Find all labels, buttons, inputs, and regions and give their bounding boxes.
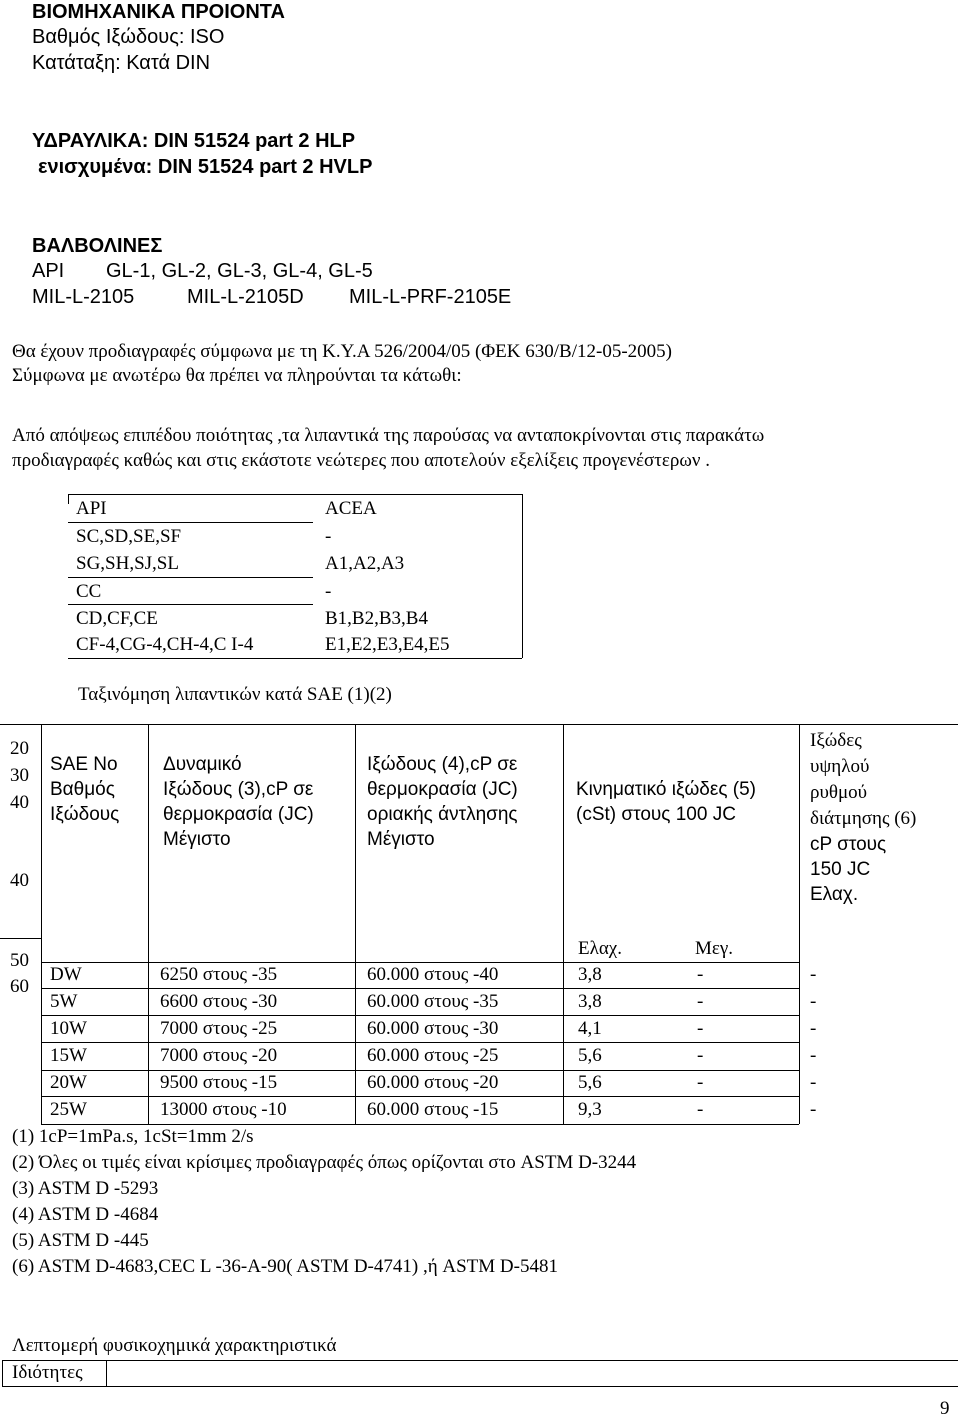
spec-header-acea: ACEA: [325, 498, 377, 519]
sae-cell-kv-min: 3,8: [578, 991, 602, 1012]
sae-header-hths: cP στους: [810, 834, 887, 855]
intro-paragraph-3a: Από απόψεως επιπέδου ποιότητας ,τα λιπαντικά της παρούσας να ανταποκρίνονται στις παρακάτω: [12, 425, 765, 446]
sae-header-pumping: Μέγιστο: [367, 829, 435, 850]
sae-header-dynamic: Ιξώδους (3),cP σε: [163, 779, 314, 800]
physchem-cell-properties: Ιδιότητες: [12, 1362, 83, 1383]
sae-header-no: SAE No: [50, 754, 118, 775]
sae-table-title: Ταξινόμηση λιπαντικών κατά SAE (1)(2): [78, 684, 392, 705]
spec-header-api: API: [76, 498, 107, 519]
spec-cell-api: SG,SH,SJ,SL: [76, 553, 179, 574]
sae-cell-pumping: 60.000 στους -25: [367, 1045, 499, 1066]
sae-cell-kv-max: -: [697, 991, 704, 1012]
spec-cell-api: CD,CF,CE: [76, 608, 158, 629]
sae-side-number: 50: [10, 950, 29, 971]
spec-cell-acea: B1,B2,B3,B4: [325, 608, 428, 629]
footnote: (3) ASTM D -5293: [12, 1178, 159, 1199]
intro-paragraph-1: Θα έχουν προδιαγραφές σύμφωνα με τη Κ.Υ.Α 526/2004/05 (ΦΕΚ 630/Β/12-05-2005): [12, 341, 672, 362]
footnote: (2) Όλες οι τιμές είναι κρίσιμες προδιαγραφές όπως ορίζονται στο ASTM D-3244: [12, 1152, 637, 1173]
sae-header-dynamic: Μέγιστο: [163, 829, 231, 850]
gear-mil-1: MIL-L-2105: [32, 286, 135, 308]
gear-mil-3: MIL-L-PRF-2105E: [349, 286, 512, 308]
sae-cell-cranking: 9500 στους -15: [160, 1072, 278, 1093]
sae-cell-cranking: 7000 στους -25: [160, 1018, 278, 1039]
physchem-title: Λεπτομερή φυσικοχημικά χαρακτηριστικά: [12, 1335, 337, 1356]
sae-header-hths: Ιξώδες: [810, 730, 862, 751]
sae-header-hths: Ελαχ.: [810, 884, 859, 905]
sae-cell-cranking: 13000 στους -10: [160, 1099, 287, 1120]
sae-header-viscosity: Ιξώδους: [50, 804, 120, 825]
sae-side-number: 40: [10, 792, 29, 813]
sae-cell-kv-max: -: [697, 1099, 704, 1120]
gear-api-values: GL-1, GL-2, GL-3, GL-4, GL-5: [106, 260, 373, 282]
spec-cell-api: CC: [76, 581, 102, 602]
sae-cell-kv-min: 5,6: [578, 1072, 602, 1093]
sae-cell-kv-min: 5,6: [578, 1045, 602, 1066]
header-title: ΒΙΟΜΗΧΑΝΙΚΑ ΠΡΟΙΟΝΤΑ: [32, 1, 285, 23]
sae-cell-grade: 5W: [50, 991, 78, 1012]
spec-cell-api: SC,SD,SE,SF: [76, 526, 182, 547]
sae-cell-grade: 10W: [50, 1018, 87, 1039]
sae-header-pumping: οριακής άντλησης: [367, 804, 518, 825]
gear-api-label: API: [32, 260, 65, 282]
sae-cell-grade: 20W: [50, 1072, 87, 1093]
sae-cell-cranking: 6250 στους -35: [160, 964, 278, 985]
sae-side-number: 40: [10, 870, 29, 891]
sae-side-number: 30: [10, 765, 29, 786]
sae-header-dynamic: Δυναμικό: [163, 754, 242, 775]
spec-cell-acea: -: [325, 526, 332, 547]
sae-cell-hths: -: [810, 991, 817, 1012]
footnote: (5) ASTM D -445: [12, 1230, 149, 1251]
sae-header-kinematic: (cSt) στους 100 JC: [576, 804, 736, 825]
intro-paragraph-2: Σύμφωνα με ανωτέρω θα πρέπει να πληρούνται τα κάτωθι:: [12, 365, 462, 386]
sae-cell-pumping: 60.000 στους -40: [367, 964, 499, 985]
page-number: 9: [940, 1398, 950, 1419]
sae-cell-kv-max: -: [697, 964, 704, 985]
sae-cell-kv-min: 3,8: [578, 964, 602, 985]
sae-cell-hths: -: [810, 1045, 817, 1066]
spec-cell-acea: -: [325, 581, 332, 602]
sae-cell-cranking: 7000 στους -20: [160, 1045, 278, 1066]
sae-cell-kv-max: -: [697, 1018, 704, 1039]
sae-side-number: 60: [10, 976, 29, 997]
sae-cell-kv-max: -: [697, 1045, 704, 1066]
sae-cell-pumping: 60.000 στους -20: [367, 1072, 499, 1093]
sae-cell-pumping: 60.000 στους -15: [367, 1099, 499, 1120]
spec-cell-acea: A1,A2,A3: [325, 553, 405, 574]
sae-cell-hths: -: [810, 1018, 817, 1039]
header-din-class: Κατάταξη: Κατά DIN: [32, 52, 211, 74]
sae-header-kinematic: Κινηματικό ιξώδες (5): [576, 779, 756, 800]
sae-header-max: Μεγ.: [695, 938, 734, 959]
header-iso-grade: Βαθμός Ιξώδους: ISO: [32, 26, 225, 48]
sae-side-number: 20: [10, 738, 29, 759]
sae-cell-kv-min: 4,1: [578, 1018, 602, 1039]
sae-header-dynamic: θερμοκρασία (JC): [163, 804, 314, 825]
sae-cell-grade: 25W: [50, 1099, 87, 1120]
sae-header-hths: υψηλού: [810, 756, 870, 777]
sae-cell-grade: 15W: [50, 1045, 87, 1066]
sae-header-pumping: Ιξώδους (4),cP σε: [367, 754, 518, 775]
sae-cell-kv-min: 9,3: [578, 1099, 602, 1120]
sae-cell-hths: -: [810, 964, 817, 985]
spec-cell-api: CF-4,CG-4,CH-4,C I-4: [76, 634, 254, 655]
sae-cell-cranking: 6600 στους -30: [160, 991, 278, 1012]
sae-header-min: Ελαχ.: [578, 938, 622, 959]
hydraulic-enhanced-spec: ενισχυμένα: DIN 51524 part 2 HVLP: [38, 156, 373, 178]
sae-cell-hths: -: [810, 1072, 817, 1093]
intro-paragraph-3b: προδιαγραφές καθώς και στις εκάστοτε νεώτερες που αποτελούν εξελίξεις προγενέστερων .: [12, 450, 710, 471]
sae-cell-grade: DW: [50, 964, 82, 985]
sae-header-pumping: θερμοκρασία (JC): [367, 779, 518, 800]
sae-cell-pumping: 60.000 στους -30: [367, 1018, 499, 1039]
spec-cell-acea: E1,E2,E3,E4,E5: [325, 634, 450, 655]
sae-header-hths: διάτμησης (6): [810, 808, 917, 829]
gear-mil-2: MIL-L-2105D: [187, 286, 304, 308]
footnote: (1) 1cP=1mPa.s, 1cSt=1mm 2/s: [12, 1126, 254, 1147]
footnote: (6) ASTM D-4683,CEC L -36-A-90( ASTM D-4741) ,ή ASTM D-5481: [12, 1256, 558, 1277]
sae-cell-kv-max: -: [697, 1072, 704, 1093]
sae-cell-pumping: 60.000 στους -35: [367, 991, 499, 1012]
sae-cell-hths: -: [810, 1099, 817, 1120]
gear-oils-title: ΒΑΛΒΟΛΙΝΕΣ: [32, 235, 163, 257]
sae-header-hths: ρυθμού: [810, 782, 868, 803]
sae-header-grade: Βαθμός: [50, 779, 115, 800]
footnote: (4) ASTM D -4684: [12, 1204, 159, 1225]
sae-header-hths: 150 JC: [810, 859, 871, 880]
hydraulic-spec: ΥΔΡΑΥΛΙΚΑ: DIN 51524 part 2 HLP: [32, 130, 356, 152]
